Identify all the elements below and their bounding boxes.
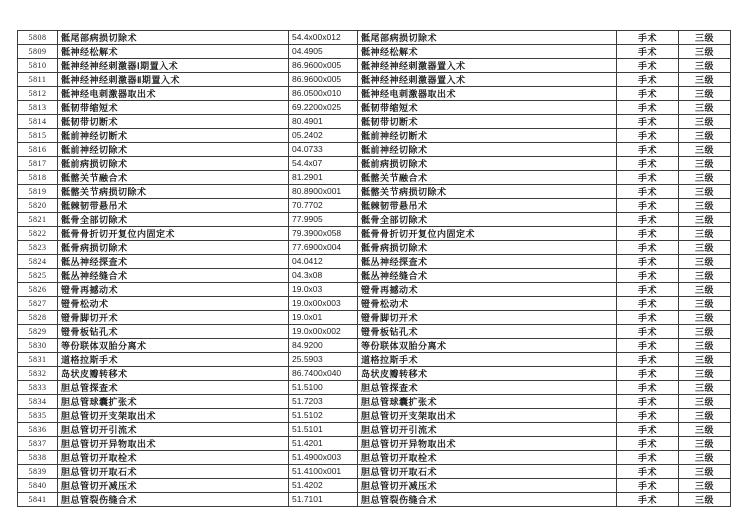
procedure-name2-cell: 等份联体双胎分离术 bbox=[358, 339, 617, 353]
row-no-cell: 5824 bbox=[18, 255, 58, 269]
table-row bbox=[18, 73, 731, 87]
procedure-name2-cell: 骶棘韧带悬吊术 bbox=[358, 199, 617, 213]
procedure-name-cell: 镫骨松动术 bbox=[58, 297, 289, 311]
category-cell: 手术 bbox=[617, 171, 679, 185]
row-no-cell: 5826 bbox=[18, 283, 58, 297]
table-row bbox=[18, 395, 731, 409]
table-row bbox=[18, 45, 731, 59]
procedure-code-cell: 51.4201 bbox=[289, 437, 358, 451]
procedure-name-cell: 胆总管裂伤缝合术 bbox=[58, 493, 289, 507]
level-cell: 三级 bbox=[679, 297, 731, 311]
level-cell: 三级 bbox=[679, 409, 731, 423]
row-no-cell: 5813 bbox=[18, 101, 58, 115]
procedure-name-cell: 骶丛神经缝合术 bbox=[58, 269, 289, 283]
procedure-name-cell: 骶前神经切断术 bbox=[58, 129, 289, 143]
category-cell: 手术 bbox=[617, 437, 679, 451]
procedure-code-cell: 54.4x00x012 bbox=[289, 31, 358, 45]
row-no-cell: 5817 bbox=[18, 157, 58, 171]
procedure-name2-cell: 镫骨再撼动术 bbox=[358, 283, 617, 297]
table-row bbox=[18, 101, 731, 115]
procedure-name-cell: 骶神经神经刺激器Ⅰ期置入术 bbox=[58, 59, 289, 73]
table-row bbox=[18, 213, 731, 227]
category-cell: 手术 bbox=[617, 213, 679, 227]
procedure-name-cell: 骶韧带缩短术 bbox=[58, 101, 289, 115]
procedure-name-cell: 骶神经神经刺激器Ⅱ期置入术 bbox=[58, 73, 289, 87]
procedure-name-cell: 胆总管切开引流术 bbox=[58, 423, 289, 437]
level-cell: 三级 bbox=[679, 395, 731, 409]
procedure-name2-cell: 骶前神经切除术 bbox=[358, 143, 617, 157]
row-no-cell: 5816 bbox=[18, 143, 58, 157]
procedure-code-cell: 19.0x00x003 bbox=[289, 297, 358, 311]
procedure-code-cell: 51.4202 bbox=[289, 479, 358, 493]
procedure-name2-cell: 骶髂关节病损切除术 bbox=[358, 185, 617, 199]
procedure-code-cell: 86.7400x040 bbox=[289, 367, 358, 381]
category-cell: 手术 bbox=[617, 241, 679, 255]
procedure-name-cell: 胆总管切开取石术 bbox=[58, 465, 289, 479]
category-cell: 手术 bbox=[617, 129, 679, 143]
procedure-name-cell: 镫骨再撼动术 bbox=[58, 283, 289, 297]
table-row bbox=[18, 199, 731, 213]
table-row bbox=[18, 227, 731, 241]
level-cell: 三级 bbox=[679, 199, 731, 213]
procedure-name2-cell: 胆总管裂伤缝合术 bbox=[358, 493, 617, 507]
procedure-name-cell: 骶髂关节病损切除术 bbox=[58, 185, 289, 199]
procedure-name-cell: 骶神经电刺激器取出术 bbox=[58, 87, 289, 101]
procedure-name2-cell: 骶尾部病损切除术 bbox=[358, 31, 617, 45]
procedure-code-cell: 81.2901 bbox=[289, 171, 358, 185]
level-cell: 三级 bbox=[679, 353, 731, 367]
procedure-name-cell: 骶前病损切除术 bbox=[58, 157, 289, 171]
table-row bbox=[18, 423, 731, 437]
row-no-cell: 5837 bbox=[18, 437, 58, 451]
table-row bbox=[18, 409, 731, 423]
level-cell: 三级 bbox=[679, 255, 731, 269]
level-cell: 三级 bbox=[679, 381, 731, 395]
category-cell: 手术 bbox=[617, 45, 679, 59]
category-cell: 手术 bbox=[617, 339, 679, 353]
procedure-name2-cell: 岛状皮瓣转移术 bbox=[358, 367, 617, 381]
procedure-code-cell: 51.4100x001 bbox=[289, 465, 358, 479]
level-cell: 三级 bbox=[679, 45, 731, 59]
level-cell: 三级 bbox=[679, 311, 731, 325]
row-no-cell: 5827 bbox=[18, 297, 58, 311]
procedure-catalog-table bbox=[17, 30, 731, 507]
procedure-name2-cell: 骶神经神经刺激器置入术 bbox=[358, 73, 617, 87]
table-row bbox=[18, 143, 731, 157]
table-row bbox=[18, 59, 731, 73]
procedure-code-cell: 54.4x07 bbox=[289, 157, 358, 171]
procedure-name2-cell: 胆总管切开支架取出术 bbox=[358, 409, 617, 423]
row-no-cell: 5823 bbox=[18, 241, 58, 255]
table-row bbox=[18, 157, 731, 171]
category-cell: 手术 bbox=[617, 465, 679, 479]
procedure-name2-cell: 道格拉斯手术 bbox=[358, 353, 617, 367]
level-cell: 三级 bbox=[679, 171, 731, 185]
procedure-code-cell: 51.4900x003 bbox=[289, 451, 358, 465]
table-row bbox=[18, 87, 731, 101]
table-row bbox=[18, 115, 731, 129]
row-no-cell: 5825 bbox=[18, 269, 58, 283]
procedure-name-cell: 岛状皮瓣转移术 bbox=[58, 367, 289, 381]
procedure-name-cell: 镫骨脚切开术 bbox=[58, 311, 289, 325]
procedure-name2-cell: 骶丛神经缝合术 bbox=[358, 269, 617, 283]
procedure-name2-cell: 骶骨骨折切开复位内固定术 bbox=[358, 227, 617, 241]
procedure-name-cell: 胆总管切开减压术 bbox=[58, 479, 289, 493]
table-row bbox=[18, 353, 731, 367]
category-cell: 手术 bbox=[617, 493, 679, 507]
procedure-code-cell: 84.9200 bbox=[289, 339, 358, 353]
procedure-name2-cell: 胆总管探查术 bbox=[358, 381, 617, 395]
level-cell: 三级 bbox=[679, 59, 731, 73]
row-no-cell: 5829 bbox=[18, 325, 58, 339]
procedure-name-cell: 等份联体双胎分离术 bbox=[58, 339, 289, 353]
category-cell: 手术 bbox=[617, 255, 679, 269]
procedure-name-cell: 胆总管切开支架取出术 bbox=[58, 409, 289, 423]
category-cell: 手术 bbox=[617, 367, 679, 381]
row-no-cell: 5828 bbox=[18, 311, 58, 325]
table-row bbox=[18, 255, 731, 269]
level-cell: 三级 bbox=[679, 367, 731, 381]
procedure-code-cell: 77.6900x004 bbox=[289, 241, 358, 255]
row-no-cell: 5821 bbox=[18, 213, 58, 227]
procedure-name2-cell: 骶韧带缩短术 bbox=[358, 101, 617, 115]
table-row bbox=[18, 269, 731, 283]
level-cell: 三级 bbox=[679, 227, 731, 241]
procedure-name-cell: 骶神经松解术 bbox=[58, 45, 289, 59]
procedure-name-cell: 道格拉斯手术 bbox=[58, 353, 289, 367]
procedure-name-cell: 骶骨全部切除术 bbox=[58, 213, 289, 227]
category-cell: 手术 bbox=[617, 325, 679, 339]
table-row bbox=[18, 381, 731, 395]
category-cell: 手术 bbox=[617, 87, 679, 101]
procedure-name2-cell: 骶髂关节融合术 bbox=[358, 171, 617, 185]
row-no-cell: 5838 bbox=[18, 451, 58, 465]
row-no-cell: 5810 bbox=[18, 59, 58, 73]
level-cell: 三级 bbox=[679, 479, 731, 493]
category-cell: 手术 bbox=[617, 423, 679, 437]
procedure-code-cell: 86.0500x010 bbox=[289, 87, 358, 101]
table-row bbox=[18, 339, 731, 353]
procedure-code-cell: 70.7702 bbox=[289, 199, 358, 213]
table-row bbox=[18, 493, 731, 507]
table-row bbox=[18, 171, 731, 185]
procedure-name-cell: 胆总管球囊扩张术 bbox=[58, 395, 289, 409]
procedure-code-cell: 05.2402 bbox=[289, 129, 358, 143]
procedure-name-cell: 骶前神经切除术 bbox=[58, 143, 289, 157]
row-no-cell: 5811 bbox=[18, 73, 58, 87]
level-cell: 三级 bbox=[679, 451, 731, 465]
procedure-name-cell: 骶尾部病损切除术 bbox=[58, 31, 289, 45]
level-cell: 三级 bbox=[679, 213, 731, 227]
table-body bbox=[18, 31, 731, 507]
procedure-name-cell: 骶髂关节融合术 bbox=[58, 171, 289, 185]
row-no-cell: 5819 bbox=[18, 185, 58, 199]
level-cell: 三级 bbox=[679, 157, 731, 171]
procedure-name-cell: 骶骨骨折切开复位内固定术 bbox=[58, 227, 289, 241]
category-cell: 手术 bbox=[617, 31, 679, 45]
row-no-cell: 5841 bbox=[18, 493, 58, 507]
procedure-code-cell: 77.9905 bbox=[289, 213, 358, 227]
procedure-name2-cell: 胆总管球囊扩张术 bbox=[358, 395, 617, 409]
procedure-name-cell: 骶骨病损切除术 bbox=[58, 241, 289, 255]
table-row bbox=[18, 241, 731, 255]
procedure-code-cell: 51.5102 bbox=[289, 409, 358, 423]
table-row bbox=[18, 479, 731, 493]
procedure-code-cell: 69.2200x025 bbox=[289, 101, 358, 115]
procedure-code-cell: 86.9600x005 bbox=[289, 73, 358, 87]
table-row bbox=[18, 465, 731, 479]
category-cell: 手术 bbox=[617, 101, 679, 115]
procedure-code-cell: 25.5903 bbox=[289, 353, 358, 367]
category-cell: 手术 bbox=[617, 59, 679, 73]
procedure-code-cell: 19.0x00x002 bbox=[289, 325, 358, 339]
table-row bbox=[18, 31, 731, 45]
category-cell: 手术 bbox=[617, 73, 679, 87]
category-cell: 手术 bbox=[617, 227, 679, 241]
procedure-code-cell: 04.4905 bbox=[289, 45, 358, 59]
procedure-name2-cell: 镫骨脚切开术 bbox=[358, 311, 617, 325]
table-row bbox=[18, 311, 731, 325]
procedure-name2-cell: 骶神经神经刺激器置入术 bbox=[358, 59, 617, 73]
procedure-name2-cell: 骶丛神经探查术 bbox=[358, 255, 617, 269]
row-no-cell: 5812 bbox=[18, 87, 58, 101]
category-cell: 手术 bbox=[617, 395, 679, 409]
procedure-code-cell: 51.7203 bbox=[289, 395, 358, 409]
category-cell: 手术 bbox=[617, 297, 679, 311]
category-cell: 手术 bbox=[617, 381, 679, 395]
level-cell: 三级 bbox=[679, 87, 731, 101]
procedure-name2-cell: 骶神经松解术 bbox=[358, 45, 617, 59]
procedure-code-cell: 04.0733 bbox=[289, 143, 358, 157]
category-cell: 手术 bbox=[617, 409, 679, 423]
procedure-code-cell: 04.0412 bbox=[289, 255, 358, 269]
procedure-code-cell: 80.4901 bbox=[289, 115, 358, 129]
row-no-cell: 5840 bbox=[18, 479, 58, 493]
procedure-name2-cell: 胆总管切开取石术 bbox=[358, 465, 617, 479]
procedure-name-cell: 骶韧带切断术 bbox=[58, 115, 289, 129]
level-cell: 三级 bbox=[679, 241, 731, 255]
procedure-name-cell: 镫骨板钻孔术 bbox=[58, 325, 289, 339]
category-cell: 手术 bbox=[617, 185, 679, 199]
procedure-code-cell: 86.9600x005 bbox=[289, 59, 358, 73]
procedure-name-cell: 胆总管切开异物取出术 bbox=[58, 437, 289, 451]
procedure-name2-cell: 骶韧带切断术 bbox=[358, 115, 617, 129]
level-cell: 三级 bbox=[679, 269, 731, 283]
level-cell: 三级 bbox=[679, 465, 731, 479]
procedure-code-cell: 19.0x03 bbox=[289, 283, 358, 297]
row-no-cell: 5836 bbox=[18, 423, 58, 437]
level-cell: 三级 bbox=[679, 101, 731, 115]
row-no-cell: 5814 bbox=[18, 115, 58, 129]
category-cell: 手术 bbox=[617, 311, 679, 325]
level-cell: 三级 bbox=[679, 185, 731, 199]
procedure-name2-cell: 胆总管切开减压术 bbox=[358, 479, 617, 493]
row-no-cell: 5818 bbox=[18, 171, 58, 185]
row-no-cell: 5809 bbox=[18, 45, 58, 59]
procedure-name2-cell: 骶骨病损切除术 bbox=[358, 241, 617, 255]
procedure-name-cell: 胆总管探查术 bbox=[58, 381, 289, 395]
row-no-cell: 5808 bbox=[18, 31, 58, 45]
table-row bbox=[18, 367, 731, 381]
row-no-cell: 5833 bbox=[18, 381, 58, 395]
level-cell: 三级 bbox=[679, 129, 731, 143]
row-no-cell: 5830 bbox=[18, 339, 58, 353]
procedure-name2-cell: 骶前病损切除术 bbox=[358, 157, 617, 171]
row-no-cell: 5839 bbox=[18, 465, 58, 479]
procedure-code-cell: 19.0x01 bbox=[289, 311, 358, 325]
procedure-name2-cell: 骶骨全部切除术 bbox=[358, 213, 617, 227]
category-cell: 手术 bbox=[617, 451, 679, 465]
procedure-code-cell: 80.8900x001 bbox=[289, 185, 358, 199]
procedure-code-cell: 51.5101 bbox=[289, 423, 358, 437]
procedure-name2-cell: 骶前神经切断术 bbox=[358, 129, 617, 143]
row-no-cell: 5832 bbox=[18, 367, 58, 381]
category-cell: 手术 bbox=[617, 115, 679, 129]
procedure-name-cell: 骶棘韧带悬吊术 bbox=[58, 199, 289, 213]
procedure-code-cell: 51.5100 bbox=[289, 381, 358, 395]
level-cell: 三级 bbox=[679, 143, 731, 157]
level-cell: 三级 bbox=[679, 423, 731, 437]
row-no-cell: 5822 bbox=[18, 227, 58, 241]
level-cell: 三级 bbox=[679, 283, 731, 297]
table-row bbox=[18, 297, 731, 311]
procedure-code-cell: 51.7101 bbox=[289, 493, 358, 507]
row-no-cell: 5834 bbox=[18, 395, 58, 409]
procedure-name2-cell: 镫骨板钻孔术 bbox=[358, 325, 617, 339]
category-cell: 手术 bbox=[617, 479, 679, 493]
row-no-cell: 5835 bbox=[18, 409, 58, 423]
procedure-code-cell: 79.3900x058 bbox=[289, 227, 358, 241]
level-cell: 三级 bbox=[679, 339, 731, 353]
table-row bbox=[18, 451, 731, 465]
level-cell: 三级 bbox=[679, 115, 731, 129]
procedure-name-cell: 胆总管切开取栓术 bbox=[58, 451, 289, 465]
category-cell: 手术 bbox=[617, 143, 679, 157]
category-cell: 手术 bbox=[617, 269, 679, 283]
row-no-cell: 5820 bbox=[18, 199, 58, 213]
row-no-cell: 5831 bbox=[18, 353, 58, 367]
table-row bbox=[18, 185, 731, 199]
level-cell: 三级 bbox=[679, 73, 731, 87]
category-cell: 手术 bbox=[617, 199, 679, 213]
level-cell: 三级 bbox=[679, 31, 731, 45]
table-row bbox=[18, 325, 731, 339]
procedure-name2-cell: 镫骨松动术 bbox=[358, 297, 617, 311]
level-cell: 三级 bbox=[679, 437, 731, 451]
category-cell: 手术 bbox=[617, 283, 679, 297]
table-row bbox=[18, 437, 731, 451]
category-cell: 手术 bbox=[617, 157, 679, 171]
procedure-name2-cell: 胆总管切开取栓术 bbox=[358, 451, 617, 465]
table-row bbox=[18, 283, 731, 297]
table-row bbox=[18, 129, 731, 143]
procedure-name2-cell: 胆总管切开引流术 bbox=[358, 423, 617, 437]
procedure-name-cell: 骶丛神经探查术 bbox=[58, 255, 289, 269]
row-no-cell: 5815 bbox=[18, 129, 58, 143]
procedure-name2-cell: 骶神经电刺激器取出术 bbox=[358, 87, 617, 101]
category-cell: 手术 bbox=[617, 353, 679, 367]
procedure-code-cell: 04.3x08 bbox=[289, 269, 358, 283]
level-cell: 三级 bbox=[679, 493, 731, 507]
procedure-name2-cell: 胆总管切开异物取出术 bbox=[358, 437, 617, 451]
level-cell: 三级 bbox=[679, 325, 731, 339]
